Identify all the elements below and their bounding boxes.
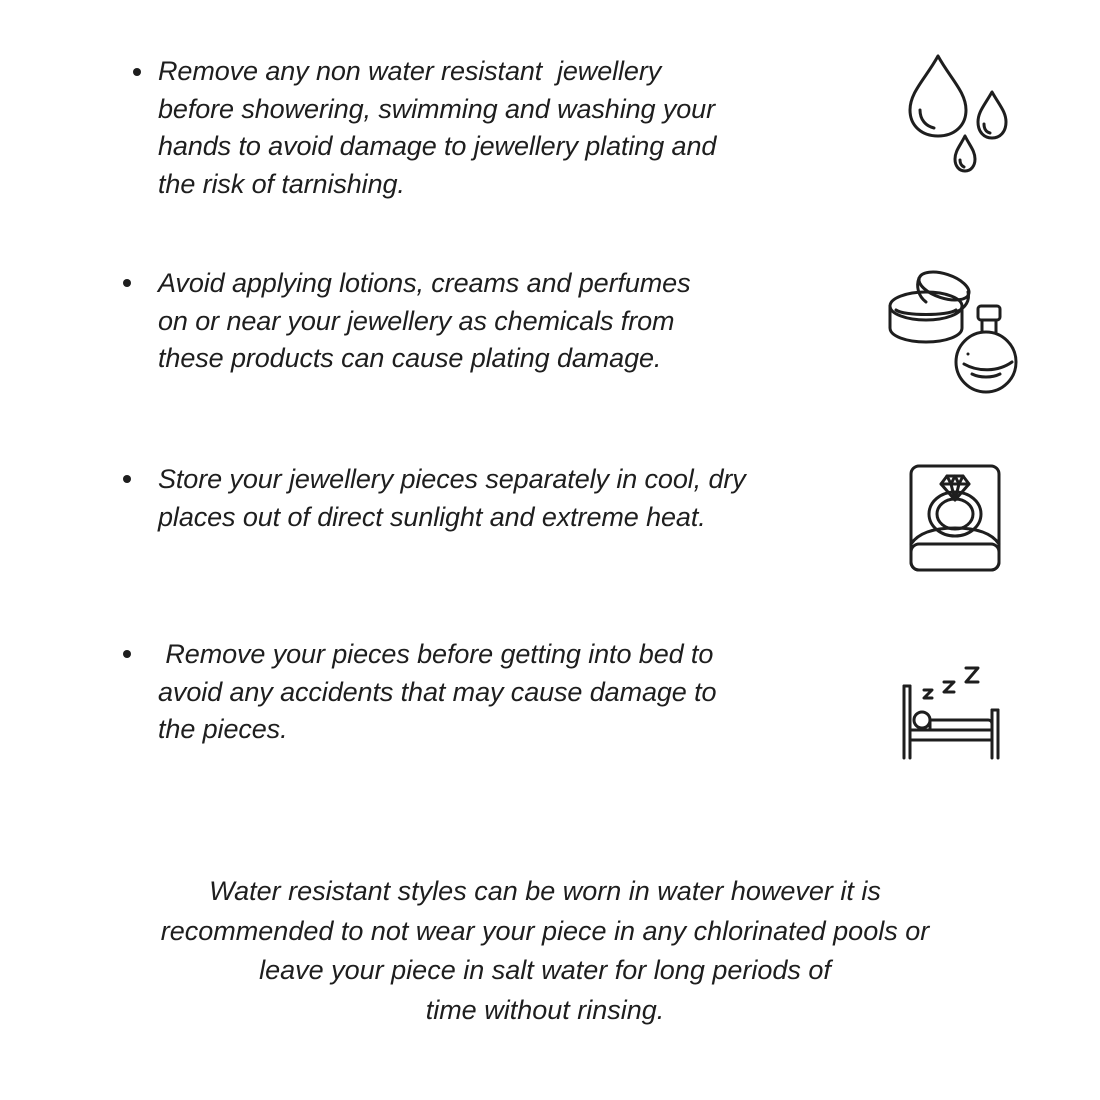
- note-line: leave your piece in salt water for long periods of: [259, 955, 831, 985]
- tip-line: places out of direct sunlight and extreme heat.: [158, 501, 706, 532]
- tip-line: before showering, swimming and washing your: [158, 93, 715, 124]
- tip-line: the pieces.: [158, 714, 288, 744]
- tip-text: [158, 53, 716, 203]
- tip-text: [158, 461, 746, 536]
- tip-line: Store your jewellery pieces separately in cool, dry: [158, 464, 746, 494]
- tip-text: [158, 265, 691, 378]
- tip-line: hands to avoid damage to jewellery plating and: [158, 131, 717, 161]
- tip-text: [158, 636, 716, 749]
- bullet-point: [123, 475, 131, 483]
- tip-line: Remove your pieces before getting into bed to: [158, 639, 714, 669]
- note-line: time without rinsing.: [425, 994, 665, 1025]
- cosmetics-perfume-icon: [882, 262, 1018, 398]
- tip-line: these products can cause plating damage.: [158, 343, 662, 373]
- tip-line: Remove any non water resistant jewellery: [158, 56, 662, 86]
- water-resistant-note: [90, 872, 1000, 1030]
- tip-line: the risk of tarnishing.: [158, 168, 405, 199]
- water-drops-icon: [902, 52, 1018, 178]
- tip-line: on or near your jewellery as chemicals from: [158, 305, 675, 336]
- tip-line: Avoid applying lotions, creams and perfumes: [158, 268, 691, 298]
- sleeping-bed-icon: [900, 660, 1004, 764]
- bullet-point: [133, 68, 141, 76]
- ring-box-icon: [905, 462, 1005, 576]
- bullet-point: [123, 279, 131, 287]
- note-line: recommended to not wear your piece in any chlorinated pools or: [160, 915, 930, 946]
- tip-line: avoid any accidents that may cause damage to: [158, 676, 717, 707]
- bullet-point: [123, 650, 131, 658]
- note-line: Water resistant styles can be worn in water however it is: [209, 876, 881, 906]
